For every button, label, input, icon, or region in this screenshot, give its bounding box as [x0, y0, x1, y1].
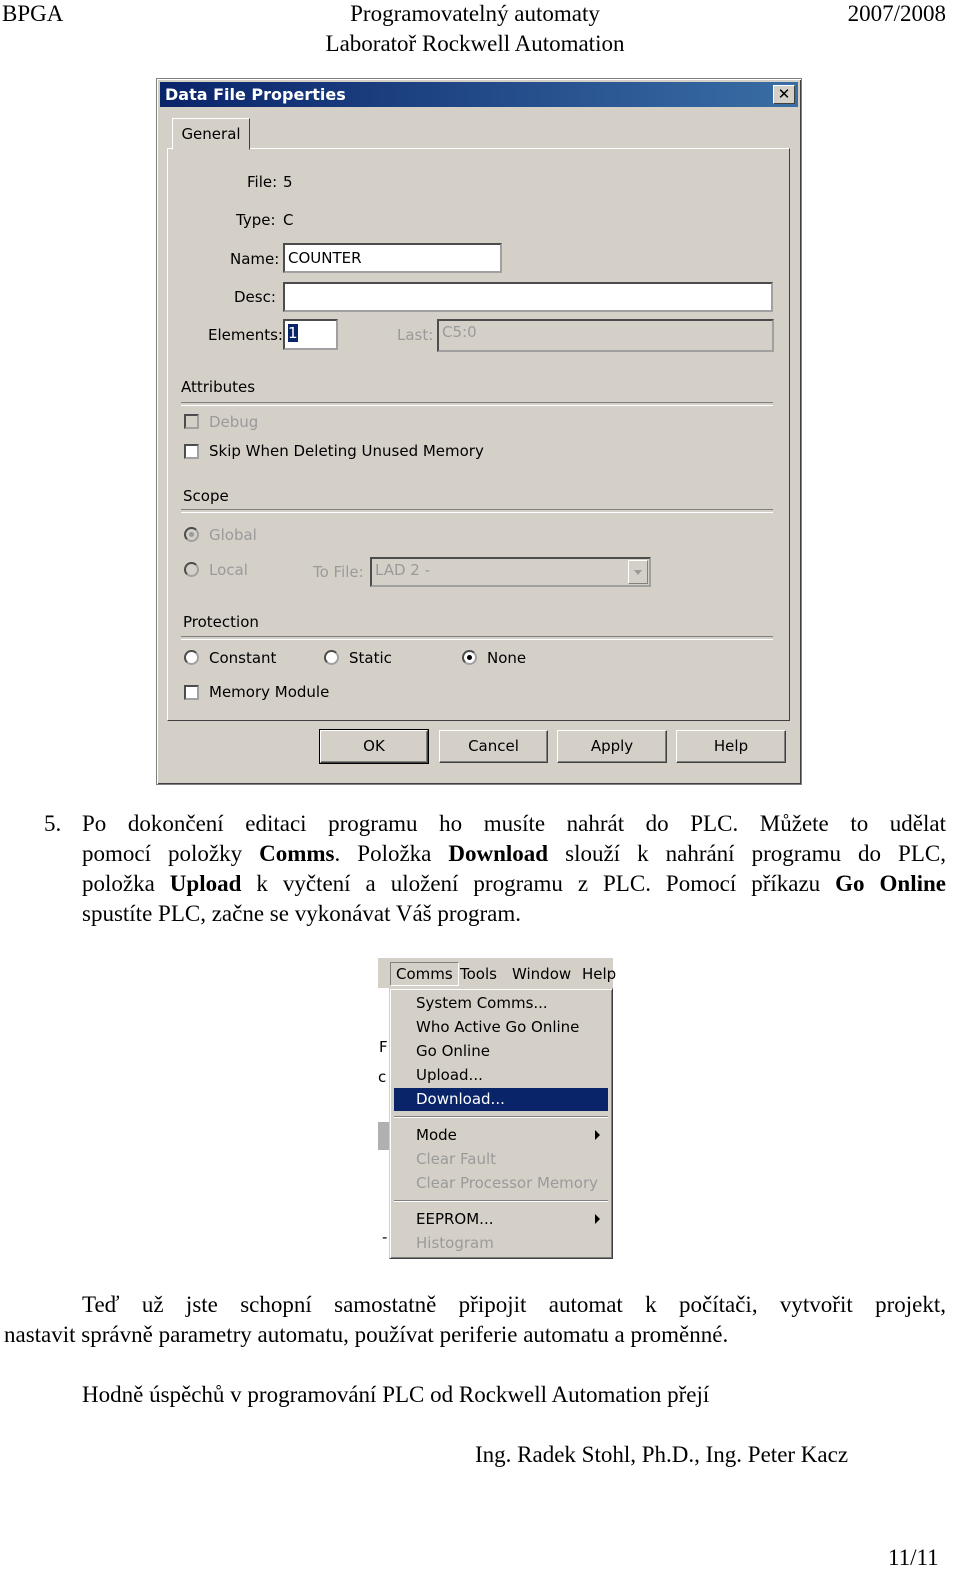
local-radio[interactable]: [184, 562, 199, 577]
para1-line3: [82, 869, 946, 899]
memory-module-label: Memory Module: [209, 683, 330, 701]
para1-line2: [82, 839, 946, 869]
para2-line1: Teď už jste schopní samostatně připojit automat k počítači, vytvořit projekt,: [82, 1292, 946, 1317]
menu-separator: [394, 1200, 608, 1202]
bg-fragment-f: F: [379, 1038, 388, 1056]
name-label: Name:: [230, 250, 280, 268]
skip-unused-memory-label: Skip When Deleting Unused Memory: [209, 442, 484, 460]
para1-line4: spustíte PLC, začne se vykonávat Váš program.: [82, 901, 522, 926]
menu-item-download[interactable]: Download...: [394, 1088, 608, 1111]
debug-checkbox[interactable]: [184, 414, 199, 429]
type-value: C: [283, 211, 294, 229]
dialog-title: Data File Properties: [160, 82, 798, 107]
type-label: Type:: [236, 211, 276, 229]
ok-button[interactable]: OK: [320, 730, 428, 763]
menu-tools[interactable]: Tools: [460, 965, 497, 983]
comms-term: Comms: [259, 841, 335, 866]
header-left: BPGA: [2, 1, 64, 26]
none-radio[interactable]: [462, 650, 477, 665]
page-number: 11/11: [888, 1545, 939, 1570]
debug-label: Debug: [209, 413, 259, 431]
protection-group-label: Protection: [183, 613, 259, 631]
step-number: 5.: [44, 811, 62, 836]
attributes-group-label: Attributes: [181, 378, 256, 396]
para1-line1: Po dokončení editaci programu ho musíte nahrát do PLC. Můžete to udělat: [82, 811, 946, 836]
scope-group-label: Scope: [183, 487, 229, 505]
name-field[interactable]: COUNTER: [283, 243, 502, 273]
signature: Ing. Radek Stohl, Ph.D., Ing. Peter Kacz: [475, 1442, 849, 1467]
header-right: 2007/2008: [847, 1, 946, 26]
header-center-line1: Programovatelný automaty: [350, 1, 600, 26]
static-radio[interactable]: [324, 650, 339, 665]
close-icon[interactable]: ✕: [773, 85, 795, 104]
elements-value: 1: [288, 324, 298, 342]
local-label: Local: [209, 561, 248, 579]
to-file-value: LAD 2 -: [375, 561, 431, 579]
last-label: Last:: [397, 326, 434, 344]
para1-line2-text-c: . Položka: [334, 841, 449, 866]
skip-unused-memory-checkbox[interactable]: [184, 444, 199, 459]
tab-general[interactable]: General: [172, 118, 250, 150]
attributes-divider: [181, 402, 773, 406]
submenu-arrow-icon: [595, 1214, 600, 1224]
chevron-down-icon: [628, 560, 648, 584]
bg-fragment-c: c: [378, 1068, 387, 1086]
go-online-term: Go Online: [835, 871, 946, 896]
menu-help[interactable]: Help: [582, 965, 617, 983]
elements-label: Elements:: [208, 326, 283, 344]
file-value: 5: [283, 173, 293, 191]
menu-comms[interactable]: Comms: [390, 962, 459, 986]
global-radio[interactable]: [184, 527, 199, 542]
para1-line2-text-a: pomocí položky: [82, 841, 260, 866]
comms-dropdown: [389, 988, 613, 1259]
elements-field[interactable]: [283, 319, 338, 350]
menu-item-upload[interactable]: Upload...: [416, 1066, 483, 1084]
to-file-label: To File:: [313, 563, 364, 581]
menu-item-clear-fault: Clear Fault: [416, 1150, 496, 1168]
menu-item-clear-processor-memory: Clear Processor Memory: [416, 1174, 599, 1192]
para1-line3-text-a: položka: [82, 871, 170, 896]
desc-field[interactable]: [283, 282, 773, 312]
to-file-select: [370, 557, 651, 587]
menu-item-histogram: Histogram: [416, 1234, 494, 1252]
menu-item-eeprom[interactable]: [394, 1208, 608, 1231]
menu-item-mode-label: Mode: [416, 1126, 457, 1144]
menu-item-go-online[interactable]: Go Online: [416, 1042, 490, 1060]
menu-item-system-comms[interactable]: System Comms...: [416, 994, 548, 1012]
file-label: File:: [247, 173, 278, 191]
menu-item-mode[interactable]: [394, 1124, 608, 1147]
comms-menu-screenshot: [378, 958, 617, 1259]
menu-item-eeprom-label: EEPROM...: [416, 1210, 494, 1228]
menu-window[interactable]: Window: [512, 965, 572, 983]
none-label: None: [487, 649, 527, 667]
constant-label: Constant: [209, 649, 277, 667]
protection-divider: [181, 636, 773, 640]
desc-label: Desc:: [234, 288, 276, 306]
static-label: Static: [349, 649, 392, 667]
download-term: Download: [448, 841, 549, 866]
submenu-arrow-icon: [595, 1130, 600, 1140]
wishes-line: Hodně úspěchů v programování PLC od Rockwell Automation přejí: [82, 1382, 710, 1407]
para1-line2-text-e: slouží k nahrání programu do PLC,: [548, 841, 946, 866]
menu-item-who-active[interactable]: Who Active Go Online: [416, 1018, 580, 1036]
bg-fragment-dash: -: [382, 1228, 388, 1246]
scope-divider: [181, 509, 773, 513]
memory-module-checkbox[interactable]: [184, 685, 199, 700]
last-field: C5:0: [437, 319, 774, 352]
constant-radio[interactable]: [184, 650, 199, 665]
apply-button[interactable]: Apply: [557, 730, 667, 763]
para1-line3-text-c: k vyčtení a uložení programu z PLC. Pomocí příkazu: [241, 871, 836, 896]
upload-term: Upload: [169, 871, 242, 896]
header-center-line2: Laboratoř Rockwell Automation: [325, 31, 625, 56]
menu-separator: [394, 1116, 608, 1118]
cancel-button[interactable]: Cancel: [439, 730, 548, 763]
global-label: Global: [209, 526, 257, 544]
para2-line2: nastavit správně parametry automatu, používat periferie automatu a proměnné.: [4, 1322, 729, 1347]
help-button[interactable]: Help: [676, 730, 786, 763]
